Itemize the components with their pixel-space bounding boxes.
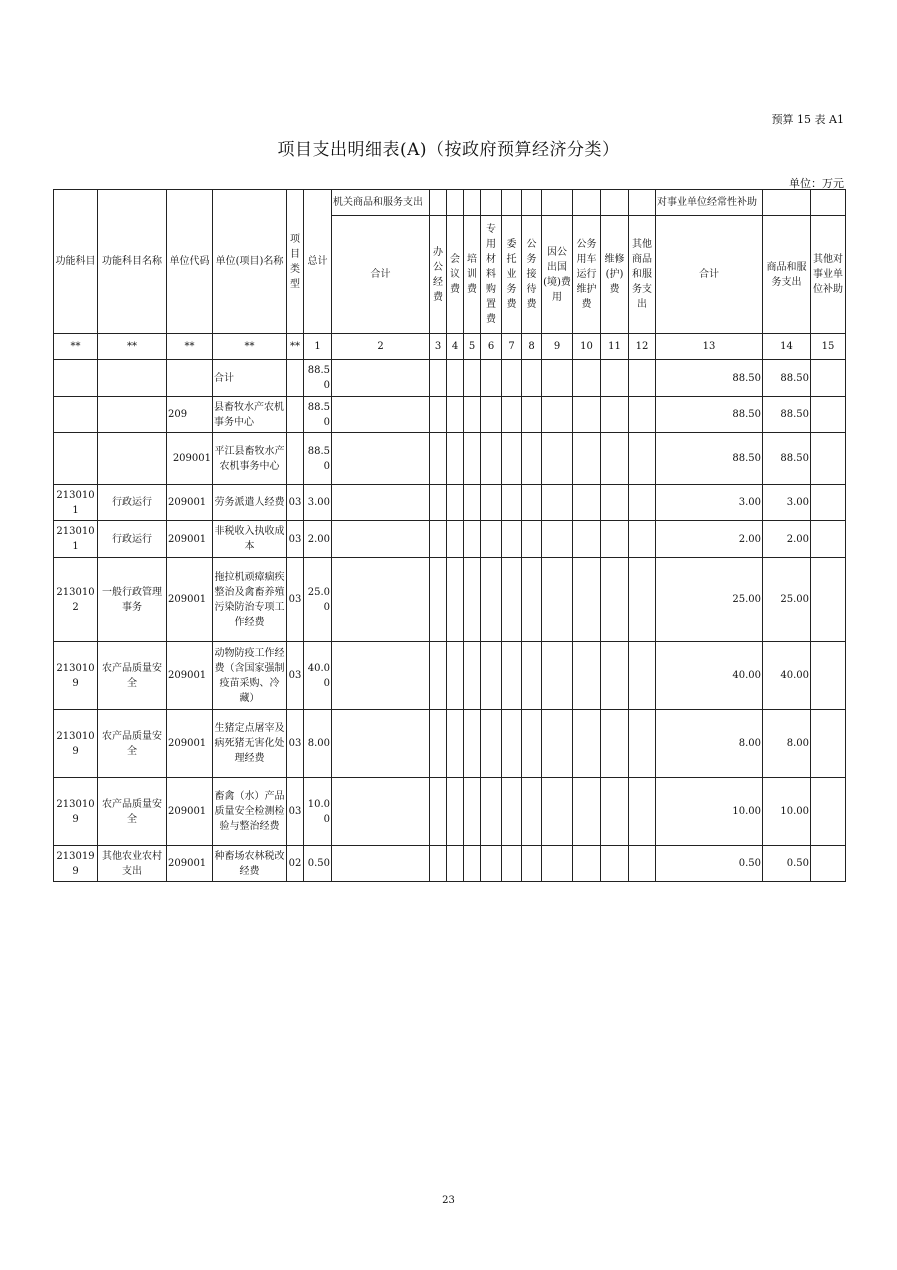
cell-g2-total: 88.50 — [656, 360, 763, 397]
table-row — [54, 485, 846, 521]
page-number: 23 — [442, 1195, 455, 1206]
cell-g2-total: 40.00 — [656, 642, 763, 710]
cell-unit-name: 种畜场农林税改经费 — [213, 846, 287, 882]
cell-func-name — [98, 397, 167, 433]
cell-total: 88.50 — [304, 433, 332, 485]
cell-unit-name: 劳务派遣人经费 — [213, 485, 287, 521]
cell-goods: 10.00 — [763, 778, 811, 846]
cell-goods: 3.00 — [763, 485, 811, 521]
col-vehicle: 公务用车运行维护费 — [573, 216, 601, 334]
index-cell: 14 — [763, 334, 811, 360]
cell-goods: 8.00 — [763, 710, 811, 778]
col-total: 总计 — [304, 190, 332, 334]
cell-unit-name: 动物防疫工作经费（含国家强制疫苗采购、冷藏） — [213, 642, 287, 710]
cell-total: 40.00 — [304, 642, 332, 710]
cell-func-code: 2130101 — [54, 521, 98, 558]
index-cell: 3 — [430, 334, 447, 360]
col-g2-total: 合计 — [656, 216, 763, 334]
table-row — [54, 397, 846, 433]
index-cell: ** — [54, 334, 98, 360]
cell-func-name: 其他农业农村支出 — [98, 846, 167, 882]
cell-total: 88.50 — [304, 397, 332, 433]
cell-proj-type: 03 — [287, 521, 304, 558]
index-row — [54, 334, 846, 360]
index-cell: 12 — [629, 334, 656, 360]
table-row — [54, 642, 846, 710]
cell-unit-code: 209001 — [167, 433, 213, 485]
index-cell: 4 — [447, 334, 464, 360]
cell-total: 2.00 — [304, 521, 332, 558]
cell-func-name: 行政运行 — [98, 521, 167, 558]
col-func-code: 功能科目 — [54, 190, 98, 334]
col-entrust: 委托业务费 — [502, 216, 522, 334]
index-cell: ** — [287, 334, 304, 360]
cell-func-code: 2130109 — [54, 642, 98, 710]
cell-g2-total: 3.00 — [656, 485, 763, 521]
cell-unit-code: 209 — [167, 397, 213, 433]
cell-total: 10.00 — [304, 778, 332, 846]
table-row — [54, 558, 846, 642]
index-cell: 11 — [601, 334, 629, 360]
cell-proj-type: 02 — [287, 846, 304, 882]
cell-proj-type — [287, 360, 304, 397]
cell-unit-name: 非税收入执收成本 — [213, 521, 287, 558]
cell-proj-type: 03 — [287, 485, 304, 521]
cell-func-code: 2130109 — [54, 778, 98, 846]
col-proj-type: 项目类型 — [287, 190, 304, 334]
col-unit-name: 单位(项目)名称 — [213, 190, 287, 334]
index-cell: ** — [98, 334, 167, 360]
cell-g2-total: 10.00 — [656, 778, 763, 846]
cell-unit-code: 209001 — [167, 558, 213, 642]
cell-proj-type: 03 — [287, 558, 304, 642]
cell-goods: 25.00 — [763, 558, 811, 642]
col-g1-total: 合计 — [332, 216, 430, 334]
cell-func-code: 2130101 — [54, 485, 98, 521]
cell-unit-code: 209001 — [167, 521, 213, 558]
cell-goods: 0.50 — [763, 846, 811, 882]
table-row — [54, 521, 846, 558]
cell-g2-total: 25.00 — [656, 558, 763, 642]
cell-func-name — [98, 360, 167, 397]
cell-unit-name: 畜禽（水）产品质量安全检测检验与整治经费 — [213, 778, 287, 846]
table-row — [54, 778, 846, 846]
cell-total: 8.00 — [304, 710, 332, 778]
table-row — [54, 360, 846, 397]
header-row-1 — [54, 190, 846, 216]
cell-proj-type: 03 — [287, 710, 304, 778]
page-title: 项目支出明细表(A)（按政府预算经济分类） — [277, 140, 620, 160]
col-goods-services: 商品和服务支出 — [763, 216, 811, 334]
group-office-goods: 机关商品和服务支出 — [332, 190, 430, 216]
cell-func-code — [54, 397, 98, 433]
cell-goods: 2.00 — [763, 521, 811, 558]
cell-goods: 88.50 — [763, 397, 811, 433]
index-cell: ** — [167, 334, 213, 360]
cell-func-name: 农产品质量安全 — [98, 642, 167, 710]
cell-proj-type — [287, 397, 304, 433]
index-cell: 1 — [304, 334, 332, 360]
cell-func-code: 2130109 — [54, 710, 98, 778]
cell-func-name: 农产品质量安全 — [98, 710, 167, 778]
col-other-goods: 其他商品和服务支出 — [629, 216, 656, 334]
cell-unit-name: 县畜牧水产农机事务中心 — [213, 397, 287, 433]
cell-goods: 40.00 — [763, 642, 811, 710]
cell-g2-total: 0.50 — [656, 846, 763, 882]
col-func-name: 功能科目名称 — [98, 190, 167, 334]
expenditure-table — [53, 189, 846, 882]
cell-unit-name: 拖拉机顽瘴痼疾整治及禽畜养殖污染防治专项工作经费 — [213, 558, 287, 642]
cell-g2-total: 88.50 — [656, 433, 763, 485]
cell-func-name: 行政运行 — [98, 485, 167, 521]
cell-func-code — [54, 433, 98, 485]
index-cell: 5 — [464, 334, 481, 360]
index-cell: 2 — [332, 334, 430, 360]
cell-g2-total: 8.00 — [656, 710, 763, 778]
cell-unit-code: 209001 — [167, 485, 213, 521]
cell-total: 0.50 — [304, 846, 332, 882]
index-cell: 8 — [522, 334, 542, 360]
cell-proj-type: 03 — [287, 642, 304, 710]
cell-proj-type — [287, 433, 304, 485]
cell-func-name: 一般行政管理事务 — [98, 558, 167, 642]
cell-proj-type: 03 — [287, 778, 304, 846]
cell-unit-name: 合计 — [213, 360, 287, 397]
cell-unit-code — [167, 360, 213, 397]
table-row — [54, 846, 846, 882]
table-row — [54, 433, 846, 485]
index-cell: 15 — [811, 334, 846, 360]
index-cell: 10 — [573, 334, 601, 360]
cell-g2-total: 88.50 — [656, 397, 763, 433]
col-unit-code: 单位代码 — [167, 190, 213, 334]
col-repair: 维修(护)费 — [601, 216, 629, 334]
group-subsidy: 对事业单位经常性补助 — [656, 190, 763, 216]
index-cell: 7 — [502, 334, 522, 360]
cell-unit-code: 209001 — [167, 846, 213, 882]
col-materials: 专用材料购置费 — [481, 216, 502, 334]
cell-func-code: 2130199 — [54, 846, 98, 882]
col-other-subsidy: 其他对事业单位补助 — [811, 216, 846, 334]
cell-unit-code: 209001 — [167, 642, 213, 710]
index-cell: ** — [213, 334, 287, 360]
cell-unit-code: 209001 — [167, 710, 213, 778]
col-abroad: 因公出国(境)费用 — [542, 216, 573, 334]
cell-goods: 88.50 — [763, 360, 811, 397]
col-meeting: 会议费 — [447, 216, 464, 334]
cell-g2-total: 2.00 — [656, 521, 763, 558]
cell-func-code: 2130102 — [54, 558, 98, 642]
col-office: 办公经费 — [430, 216, 447, 334]
cell-total: 3.00 — [304, 485, 332, 521]
cell-total: 25.00 — [304, 558, 332, 642]
cell-func-name — [98, 433, 167, 485]
table-code: 预算 15 表 A1 — [771, 113, 844, 126]
index-cell: 9 — [542, 334, 573, 360]
index-cell: 13 — [656, 334, 763, 360]
cell-total: 88.50 — [304, 360, 332, 397]
cell-unit-name: 平江县畜牧水产农机事务中心 — [213, 433, 287, 485]
col-reception: 公务接待费 — [522, 216, 542, 334]
cell-func-name: 农产品质量安全 — [98, 778, 167, 846]
unit-label: 单位：万元 — [789, 177, 844, 190]
cell-unit-name: 生猪定点屠宰及病死猪无害化处理经费 — [213, 710, 287, 778]
index-cell: 6 — [481, 334, 502, 360]
col-training: 培训费 — [464, 216, 481, 334]
cell-unit-code: 209001 — [167, 778, 213, 846]
cell-goods: 88.50 — [763, 433, 811, 485]
cell-func-code — [54, 360, 98, 397]
table-row — [54, 710, 846, 778]
